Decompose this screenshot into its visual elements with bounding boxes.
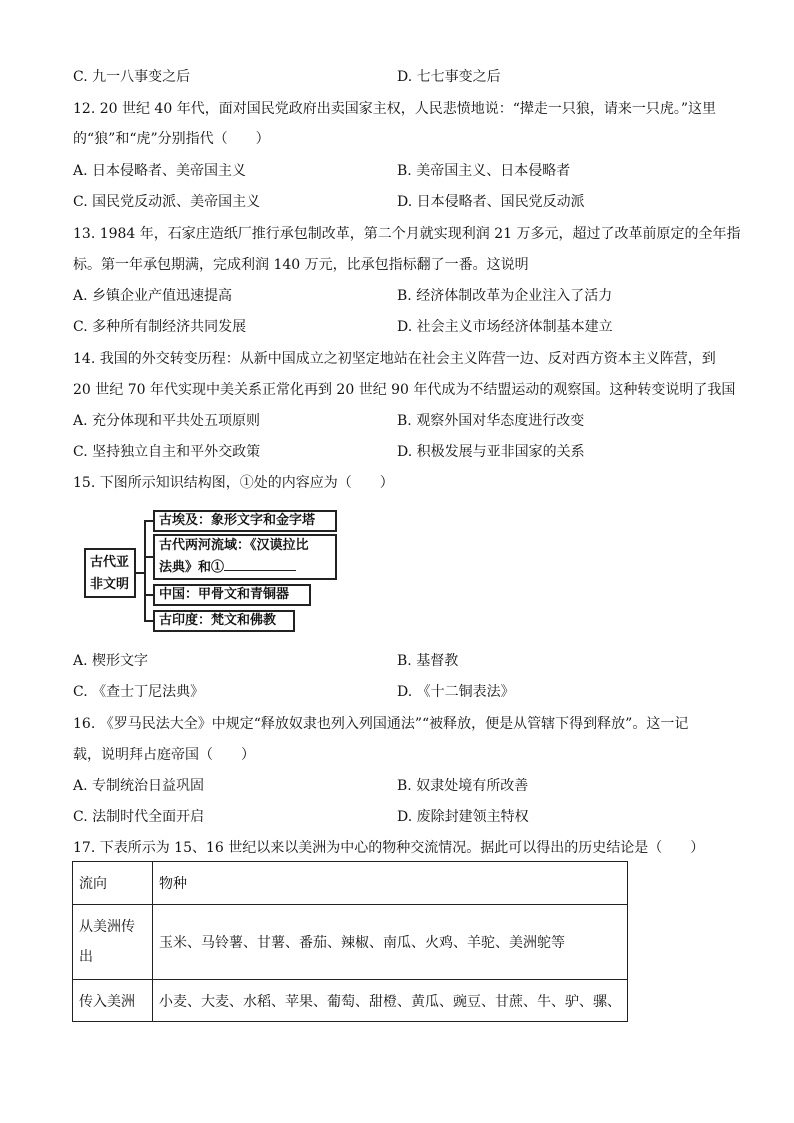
q11-option-c: C. 九一八事变之后 (73, 69, 191, 85)
knowledge-structure-diagram (84, 506, 344, 634)
q14-option-c: C. 坚持独立自主和平外交政策 (73, 444, 261, 460)
q12-stem-line-1: 12. 20 世纪 40 年代，面对国民党政府出卖国家主权，人民悲愤地说：“撵走一只狼，请来一只虎。”这里 (73, 101, 717, 117)
diagram-box-egypt: 古埃及：象形文字和金字塔 (153, 510, 337, 532)
q14-stem-line-1: 14. 我国的外交转变历程：从新中国成立之初坚定地站在社会主义阵营一边、反对西方资本主义阵营，到 (73, 351, 716, 367)
q13-stem-line-2: 标。第一年承包期满，完成利润 140 万元，比承包指标翻了一番。这说明 (73, 257, 529, 273)
diagram-tick (144, 556, 153, 558)
q16-stem-line-1: 16. 《罗马民法大全》中规定“释放奴隶也列入列国通法”“被释放，便是从管辖下得到释放”。这一记 (73, 716, 689, 732)
q16-option-c: C. 法制时代全面开启 (73, 809, 205, 825)
q12-stem-line-2: 的“狼”和“虎”分别指代（ ） (73, 131, 270, 147)
q15-option-d: D. 《十二铜表法》 (397, 684, 515, 700)
q14-option-d: D. 积极发展与亚非国家的关系 (397, 444, 585, 460)
q16-option-b: B. 奴隶处境有所改善 (397, 778, 529, 794)
q17-stem: 17. 下表所示为 15、16 世纪以来以美洲为中心的物种交流情况。据此可以得出的历史结论是（ ） (73, 840, 705, 856)
q13-option-a: A. 乡镇企业产值迅速提高 (73, 288, 233, 304)
diagram-box-china: 中国：甲骨文和青铜器 (153, 584, 311, 606)
q14-option-b: B. 观察外国对华态度进行改变 (397, 413, 585, 429)
q16-stem-line-2: 载，说明拜占庭帝国（ ） (73, 747, 255, 763)
table-row (73, 905, 628, 980)
diagram-box-india: 古印度：梵文和佛教 (153, 610, 295, 632)
table-cell-species: 玉米、马铃薯、甘薯、番茄、辣椒、南瓜、火鸡、羊驼、美洲鸵等 (153, 905, 628, 980)
q15-stem: 15. 下图所示知识结构图，①处的内容应为（ ） (73, 475, 394, 491)
diagram-root-box: 古代亚非文明 (84, 548, 136, 598)
q13-option-c: C. 多种所有制经济共同发展 (73, 319, 247, 335)
q12-option-a: A. 日本侵略者、美帝国主义 (73, 163, 247, 179)
table-cell-direction (73, 905, 153, 980)
q16-option-a: A. 专制统治日益巩固 (73, 778, 205, 794)
diagram-box-mesopotamia (153, 534, 337, 580)
table-header-row (73, 862, 628, 905)
q15-option-a: A. 楔形文字 (73, 653, 149, 669)
q13-option-d: D. 社会主义市场经济体制基本建立 (397, 319, 613, 335)
diagram-tick (144, 620, 153, 622)
table-cell-direction-line-1: 从美洲传 (79, 919, 135, 935)
q12-option-c: C. 国民党反动派、美帝国主义 (73, 194, 261, 210)
table-cell-direction: 传入美洲 (73, 980, 153, 1022)
diagram-tick (144, 594, 153, 596)
q13-option-b: B. 经济体制改革为企业注入了活力 (397, 288, 613, 304)
table-cell-species: 小麦、大麦、水稻、苹果、葡萄、甜橙、黄瓜、豌豆、甘蔗、牛、驴、骡、 (153, 980, 628, 1022)
table-header-direction: 流向 (73, 862, 153, 905)
q15-option-b: B. 基督教 (397, 653, 459, 669)
species-exchange-table (72, 861, 628, 1022)
q15-option-c: C. 《查士丁尼法典》 (73, 684, 205, 700)
q11-option-d: D. 七七事变之后 (397, 69, 501, 85)
diagram-tick (144, 520, 153, 522)
q12-option-d: D. 日本侵略者、国民党反动派 (397, 194, 585, 210)
diagram-box-mesopotamia-line-1: 古代两河流域：《汉谟拉比 (159, 538, 309, 553)
q14-stem-line-2: 20 世纪 70 年代实现中美关系正常化再到 20 世纪 90 年代成为不结盟运动的观察国。这种转变说明了我国 (73, 382, 736, 398)
q12-option-b: B. 美帝国主义、日本侵略者 (397, 163, 571, 179)
q16-option-d: D. 废除封建领主特权 (397, 809, 529, 825)
q13-stem-line-1: 13. 1984 年，石家庄造纸厂推行承包制改革，第二个月就实现利润 21 万多元，超过了改革前原定的全年指 (73, 226, 741, 242)
diagram-blank-underline (224, 556, 296, 571)
table-cell-direction-line-2: 出 (79, 949, 93, 965)
q14-option-a: A. 充分体现和平共处五项原则 (73, 413, 261, 429)
diagram-connector (136, 572, 144, 574)
table-header-species: 物种 (153, 862, 628, 905)
diagram-box-mesopotamia-line-2: 法典》和① (159, 560, 225, 575)
table-row (73, 980, 628, 1022)
